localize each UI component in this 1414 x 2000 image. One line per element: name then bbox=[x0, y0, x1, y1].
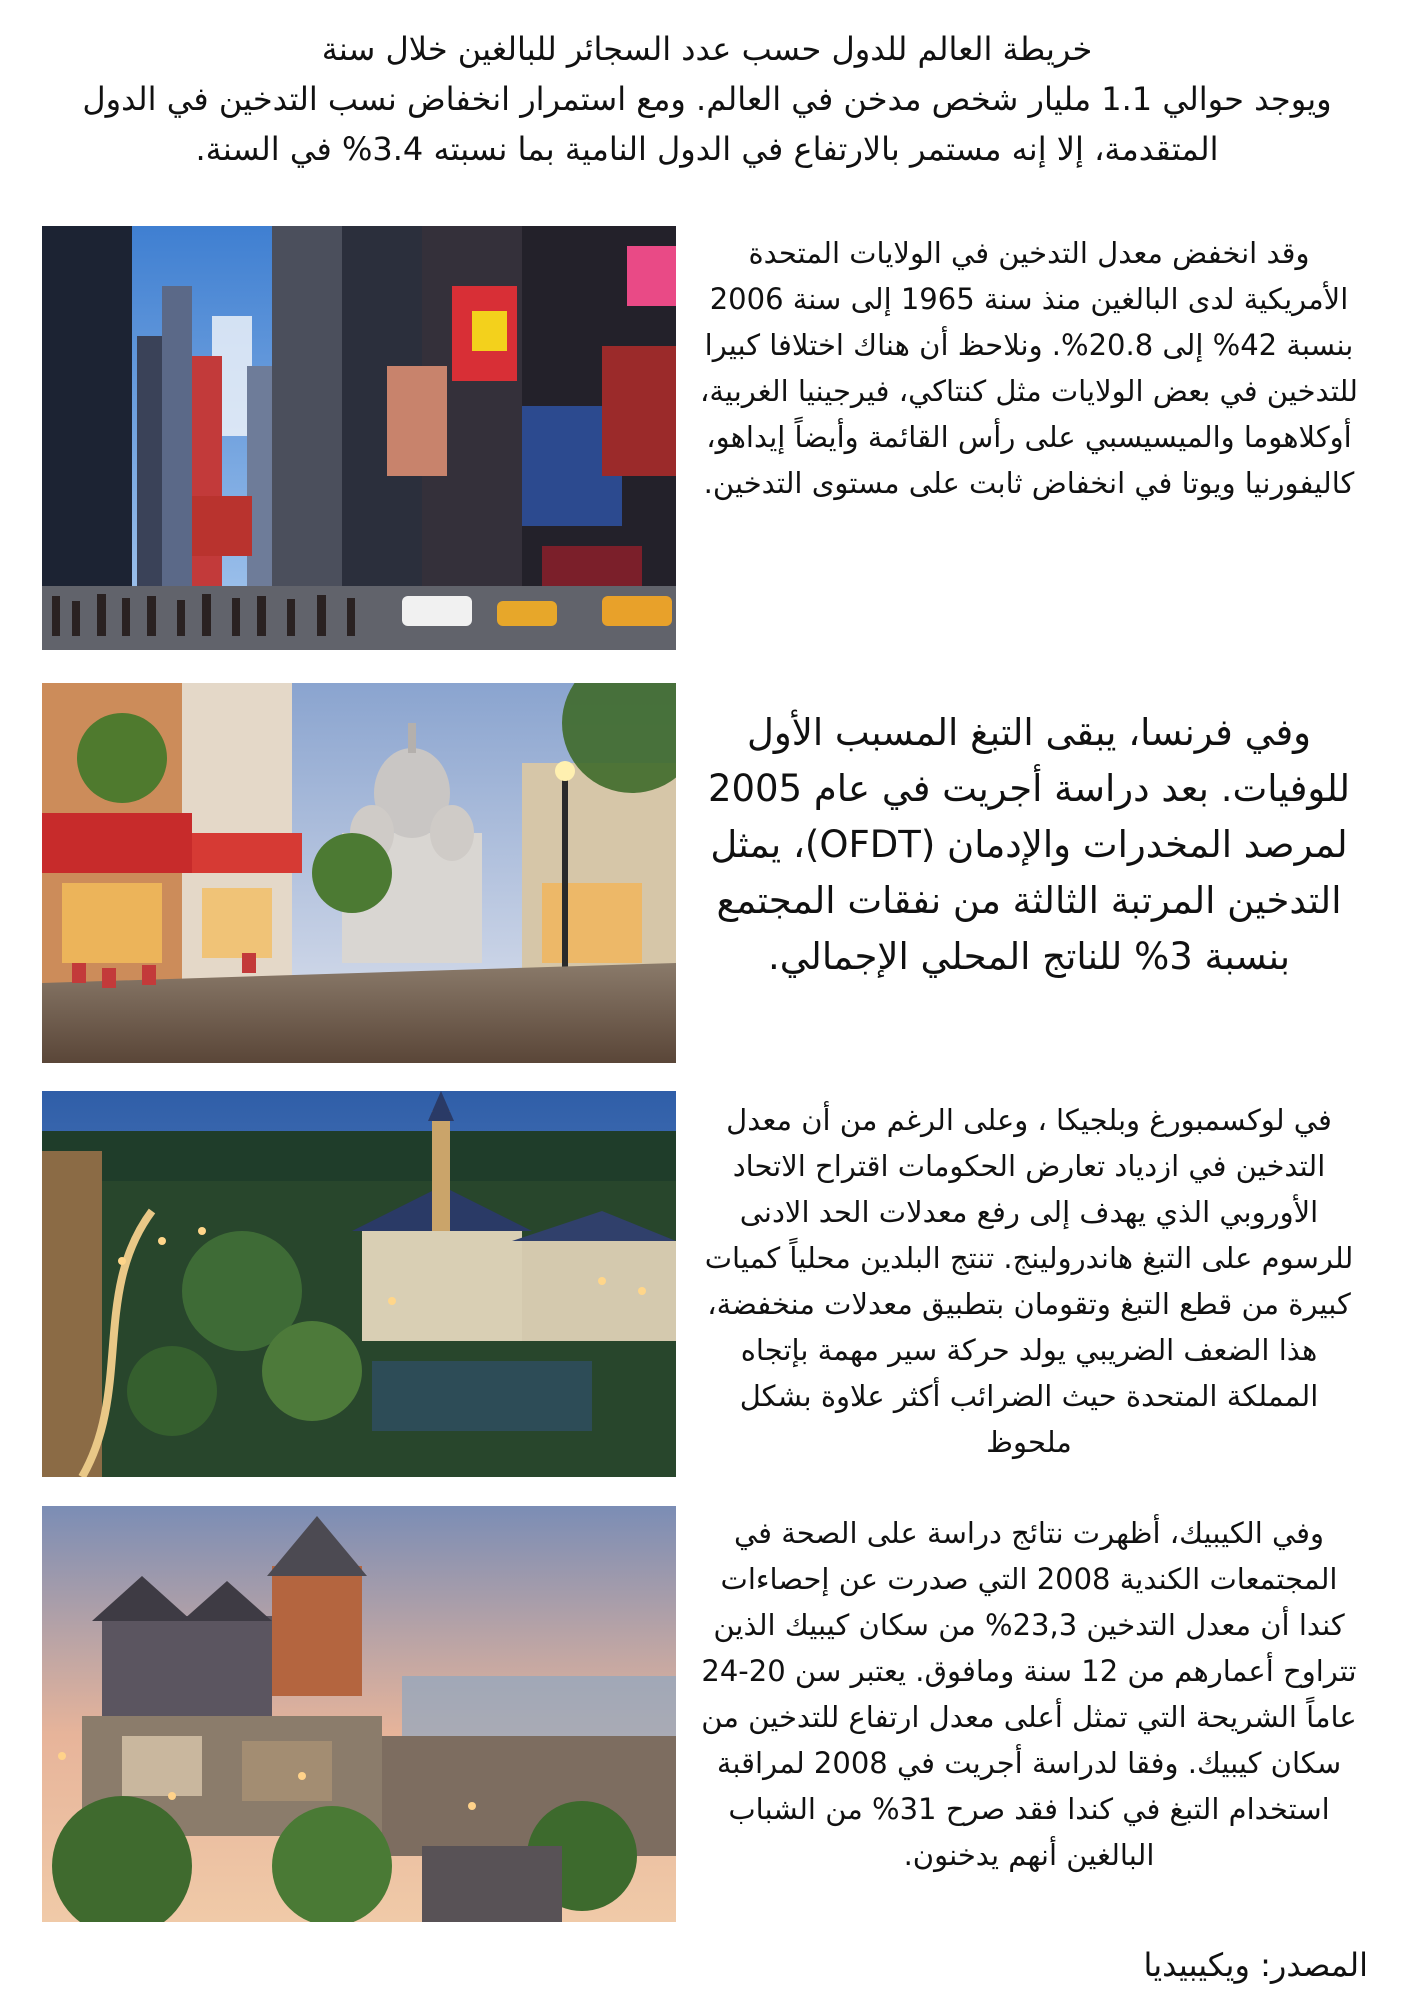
section-france bbox=[42, 683, 1382, 1063]
intro-paragraph bbox=[30, 24, 1384, 174]
section-usa-text: وقد انخفض معدل التدخين في الولايات المتحدة الأمريكية لدى البالغين منذ سنة 1965 إلى سنة 2006 بنسبة 42% إلى 20.8%. ونلاحظ أن هناك اختلافا كبيرا للتدخين في بعض الولايات مثل كنتاكي، فيرجينيا الغربية، أوكلاهوما والميسيسبي على رأس القائمة وأيضاً إيداهو، كاليفورنيا ويوتا في انخفاض ثابت على مستوى التدخين. bbox=[700, 236, 1358, 500]
section-luxembourg bbox=[42, 1091, 1382, 1477]
section-quebec-text: وفي الكيبيك، أظهرت نتائج دراسة على الصحة في المجتمعات الكندية 2008 التي صدرت عن إحصاءات كندا أن معدل التدخين 23,3% من سكان كيبيك الذين تتراوح أعمارهم من 12 سنة ومافوق. يعتبر سن 20-24 عاماً الشريحة التي تمثل أعلى معدل ارتفاع للتدخين من سكان كيبيك. وفقا لدراسة أجريت في 2008 لمراقبة استخدام التبغ في كندا فقد صرح 31% من الشباب البالغين أنهم يدخنون. bbox=[701, 1516, 1357, 1872]
section-usa bbox=[42, 226, 1382, 650]
intro-line-1: خريطة العالم للدول حسب عدد السجائر للبالغين خلال سنة bbox=[321, 30, 1093, 68]
intro-line-2: ويوجد حوالي 1.1 مليار شخص مدخن في العالم. ومع استمرار انخفاض نسب التدخين في الدول المتقدمة، إلا إنه مستمر بالارتفاع في الدول النامية بما نسبته 3.4% في السنة. bbox=[82, 80, 1332, 168]
quebec-city-photo bbox=[42, 1506, 676, 1922]
times-square-photo bbox=[42, 226, 676, 650]
section-quebec bbox=[42, 1506, 1382, 1922]
luxembourg-city-photo bbox=[42, 1091, 676, 1477]
section-france-text: وفي فرنسا، يبقى التبغ المسبب الأول للوفيات. بعد دراسة أجريت في عام 2005 لمرصد المخدرات والإدمان (OFDT)، يمثل التدخين المرتبة الثالثة من نفقات المجتمع بنسبة 3% للناتج المحلي الإجمالي. bbox=[707, 711, 1351, 978]
montmartre-paris-photo bbox=[42, 683, 676, 1063]
section-luxembourg-text: في لوكسمبورغ وبلجيكا ، وعلى الرغم من أن معدل التدخين في ازدياد تعارض الحكومات اقتراح الاتحاد الأوروبي الذي يهدف إلى رفع معدلات الحد الادنى للرسوم على التبغ هاندرولينج. تنتج البلدين محلياً كميات كبيرة من قطع التبغ وتقومان بتطبيق معدلات منخفضة، هذا الضعف الضريبي يولد حركة سير مهمة بإتجاه المملكة المتحدة حيث الضرائب أكثر علاوة بشكل ملحوظ bbox=[704, 1103, 1354, 1459]
source-credit: المصدر: ويكيبيديا bbox=[1143, 1946, 1368, 1984]
